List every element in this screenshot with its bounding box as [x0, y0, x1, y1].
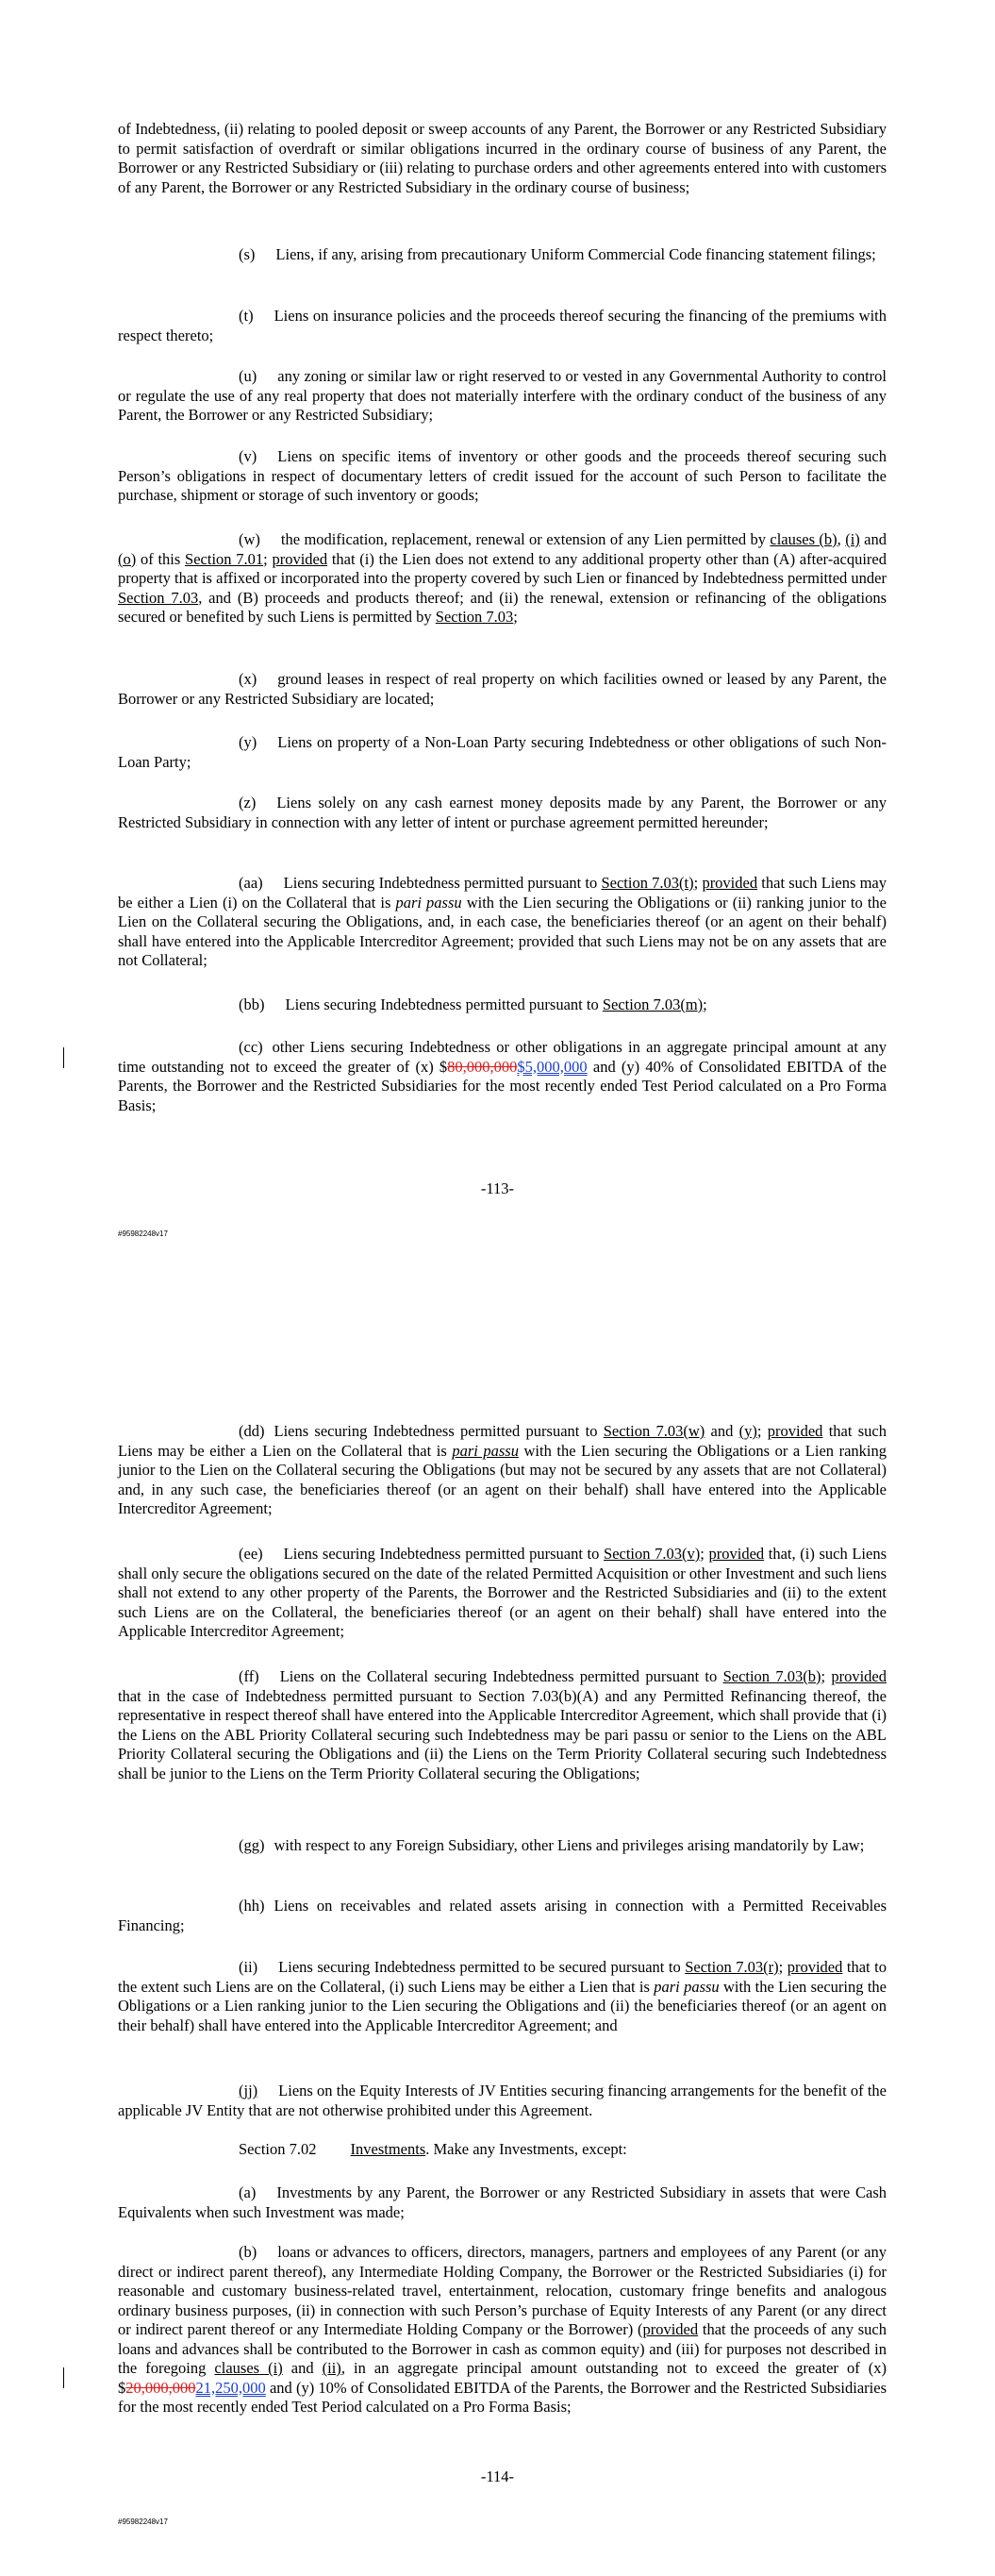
clause-label: (ff) — [239, 1667, 259, 1685]
document-id: #95982248v17 — [118, 2517, 168, 2526]
inserted-amount: $5,000,000 — [517, 1057, 588, 1076]
inserted-amount: 21,250,000 — [195, 2378, 266, 2397]
cross-reference: (i) — [845, 530, 860, 548]
clause-label: (s) — [239, 245, 256, 263]
cross-reference: (ii) — [322, 2359, 341, 2377]
clause-label: (z) — [239, 794, 257, 811]
italic-term: pari passu — [452, 1441, 519, 1460]
cross-reference: Section 7.03(b) — [722, 1667, 821, 1685]
clause-x: (x) ground leases in respect of real property on which facilities owned or leased by any Parent, the Borrower or any Restricted Subsidiary are located; — [118, 670, 887, 708]
clause-label: (t) — [239, 307, 254, 325]
cross-reference: (y) — [738, 1422, 757, 1440]
page-number: -113- — [480, 1179, 515, 1197]
deleted-amount: 20,000,000 — [125, 2378, 196, 2397]
cross-reference: clauses (b) — [770, 530, 837, 548]
clause-z: (z) Liens solely on any cash earnest money deposits made by any Parent, the Borrower or any Restricted Subsidiary in connection with any letter of intent or purchase agreement permitted hereunder; — [118, 794, 887, 831]
provided-term: provided — [702, 874, 758, 892]
cross-reference: Section 7.03 — [118, 588, 199, 607]
cross-reference: Section 7.03(r) — [685, 1958, 779, 1976]
cross-reference: Section 7.03(v) — [604, 1545, 701, 1563]
provided-term: provided — [272, 549, 328, 568]
deleted-amount: 80,000,000 — [447, 1057, 518, 1076]
clause-label: (jj) — [239, 2082, 258, 2099]
document-id: #95982248v17 — [118, 1229, 168, 1238]
provided-term: provided — [831, 1667, 887, 1685]
clause-gg: (gg) with respect to any Foreign Subsidiary, other Liens and privileges arising mandatorily by Law; — [239, 1836, 865, 1854]
provided-term: provided — [787, 1958, 843, 1976]
clause-label: (dd) — [239, 1422, 265, 1440]
provided-term: provided — [767, 1422, 823, 1440]
cross-reference: clauses (i) — [214, 2359, 283, 2377]
cross-reference: Section 7.03(w) — [603, 1422, 705, 1440]
change-bar — [63, 1047, 64, 1068]
clause-bb: (bb) Liens securing Indebtedness permitted pursuant to Section 7.03(m); — [239, 995, 707, 1013]
page-number: -114- — [480, 2467, 515, 2485]
clause-label: (ii) — [239, 1958, 258, 1976]
change-bar — [63, 2367, 64, 2388]
clause-label: (aa) — [239, 874, 263, 892]
provided-term: provided — [708, 1545, 765, 1563]
clause-cc: (cc) other Liens securing Indebtedness or other obligations in an aggregate principal amount at any time outstanding not to exceed the greater of (x) $80,000,000$5,000,000 and (y) 40% of Consolidated EBITDA of the Parents, the Borrower and the Restricted Subsidiaries for the most recently ended Test Period calculated on a Pro Forma Basis; — [118, 1038, 887, 1114]
clause-ff: (ff) Liens on the Collateral securing Indebtedness permitted pursuant to Section 7.03(b); provided that in the case of Indebtedness permitted pursuant to Section 7.03(b)(A) and any Permitted Refinancing thereof, the representative in respect thereof shall have entered into the Applicable Intercreditor Agreement, which shall provide that (i) the Liens on the ABL Priority Collateral securing such Indebtedness may be pari passu or senior to the Liens on the ABL Priority Collateral securing the Obligations and (ii) the Liens on the Term Priority Collateral securing such Indebtedness shall be junior to the Liens on the Term Priority Collateral securing the Obligations; — [118, 1667, 887, 1782]
clause-label: (v) — [239, 447, 257, 465]
cross-reference: (o) — [118, 549, 137, 568]
cross-reference: Section 7.03(m) — [602, 995, 704, 1013]
clause-v: (v) Liens on specific items of inventory or other goods and the proceeds thereof securing such Person’s obligations in respect of documentary letters of credit issued for the account of such Person to facilitate the purchase, shipment or storage of such inventory or goods; — [118, 447, 887, 504]
page-114 — [0, 1288, 995, 2576]
clause-label: (gg) — [239, 1836, 265, 1854]
cross-reference: Section 7.01 — [185, 549, 264, 568]
clause-a: (a) Investments by any Parent, the Borrower or any Restricted Subsidiary in assets that were Cash Equivalents when such Investment was made; — [118, 2183, 887, 2221]
clause-label: (b) — [239, 2243, 257, 2261]
clause-label: (ee) — [239, 1545, 263, 1563]
clause-jj: (jj) Liens on the Equity Interests of JV Entities securing financing arrangements for the benefit of the applicable JV Entity that are not otherwise prohibited under this Agreement. — [118, 2082, 887, 2119]
clause-y: (y) Liens on property of a Non-Loan Party securing Indebtedness or other obligations of such Non-Loan Party; — [118, 733, 887, 771]
cross-reference: Section 7.03(t) — [601, 874, 694, 892]
clause-t: (t) Liens on insurance policies and the proceeds thereof securing the financing of the premiums with respect thereto; — [118, 307, 887, 344]
clause-label: (bb) — [239, 995, 265, 1013]
paragraph-intro: of Indebtedness, (ii) relating to pooled deposit or sweep accounts of any Parent, the Borrower or any Restricted Subsidiary to permit satisfaction of overdraft or similar obligations incurred in the ordinary course of business of any Parent, the Borrower or any Restricted Subsidiary or (iii) relating to purchase orders and other agreements entered into with customers of any Parent, the Borrower or any Restricted Subsidiary in the ordinary course of business; — [118, 120, 887, 196]
section-number: Section 7.02 — [239, 2140, 317, 2158]
clause-ee: (ee) Liens securing Indebtedness permitted pursuant to Section 7.03(v); provided that, (i) such Liens shall only secure the obligations secured on the date of the related Permitted Acquisition or other Investment and such liens shall not extend to any other property of the Parents, the Borrower and the Restricted Subsidiaries and (ii) to the extent such Liens are on the Collateral, the beneficiaries thereof (or an agent on their behalf) shall have entered into the Applicable Intercreditor Agreement; — [118, 1545, 887, 1640]
italic-term: pari passu — [654, 1977, 720, 1996]
clause-aa: (aa) Liens securing Indebtedness permitted pursuant to Section 7.03(t); provided that such Liens may be either a Lien (i) on the Collateral that is pari passu with the Lien securing the Obligations or (ii) ranking junior to the Lien on the Collateral securing the Obligations, and, in each case, the beneficiaries thereof (or an agent on their behalf) shall have entered into the Applicable Intercreditor Agreement; provided that such Liens may not be on any assets that are not Collateral; — [118, 874, 887, 969]
clause-b: (b) loans or advances to officers, directors, managers, partners and employees of any Parent (or any direct or indirect parent thereof), any Intermediate Holding Company, the Borrower or the Restricted Subsidiaries (i) for reasonable and customary business-related travel, entertainment, relocation, customary fringe benefits and analogous ordinary business purposes, (ii) in connection with such Person’s purchase of Equity Interests of any Parent (or any direct or indirect parent thereof or any Intermediate Holding Company or the Borrower) (provided that the proceeds of any such loans and advances shall be contributed to the Borrower in cash as common equity) and (iii) for purposes not described in the foregoing clauses (i) and (ii), in an aggregate principal amount outstanding not to exceed the greater of (x) $20,000,00021,250,000 and (y) 10% of Consolidated EBITDA of the Parents, the Borrower and the Restricted Subsidiaries for the most recently ended Test Period calculated on a Pro Forma Basis; — [118, 2243, 887, 2416]
clause-u: (u) any zoning or similar law or right reserved to or vested in any Governmental Authority to control or regulate the use of any real property that does not materially interfere with the ordinary conduct of the business of any Parent, the Borrower or any Restricted Subsidiary; — [118, 367, 887, 424]
section-7-02-heading: Section 7.02 Investments. Make any Investments, except: — [239, 2140, 627, 2158]
clause-ii: (ii) Liens securing Indebtedness permitted to be secured pursuant to Section 7.03(r); provided that to the extent such Liens are on the Collateral, (i) such Liens may be either a Lien that is pari passu with the Lien securing the Obligations or a Lien ranking junior to the Lien securing the Obligations and (ii) the beneficiaries thereof (or an agent on their behalf) shall have entered into the Applicable Intercreditor Agreement; and — [118, 1958, 887, 2034]
clause-label: (x) — [239, 670, 257, 688]
clause-label: (cc) — [239, 1038, 263, 1056]
clause-label: (a) — [239, 2183, 257, 2201]
clause-label: (w) — [239, 530, 260, 548]
cross-reference: Section 7.03 — [435, 608, 514, 626]
clause-w: (w) the modification, replacement, renewal or extension of any Lien permitted by clauses (b), (i) and (o) of this Section 7.01; provided that (i) the Lien does not extend to any additional property other than (A) after-acquired property that is affixed or incorporated into the property covered by such Lien or financed by Indebtedness permitted under Section 7.03, and (B) proceeds and products thereof; and (ii) the renewal, extension or refinancing of the obligations secured or benefited by such Liens is permitted by Section 7.03; — [118, 530, 887, 626]
clause-label: (hh) — [239, 1897, 265, 1915]
provided-term: provided — [642, 2320, 699, 2338]
clause-dd: (dd) Liens securing Indebtedness permitted pursuant to Section 7.03(w) and (y); provided that such Liens may be either a Lien on the Collateral that is pari passu with the Lien securing the Obligations or a Lien ranking junior to the Lien on the Collateral securing the Obligations (but may not be secured by any assets that are not Collateral) and, in any such case, the beneficiaries thereof (or an agent on their behalf) shall have entered into the Applicable Intercreditor Agreement; — [118, 1422, 887, 1517]
clause-hh: (hh) Liens on receivables and related assets arising in connection with a Permitted Receivables Financing; — [118, 1897, 887, 1934]
clause-label: (u) — [239, 367, 257, 385]
section-title: Investments — [350, 2140, 426, 2158]
clause-label: (y) — [239, 733, 257, 751]
clause-s: (s) Liens, if any, arising from precautionary Uniform Commercial Code financing statement filings; — [239, 245, 876, 263]
italic-term: pari passu — [395, 893, 462, 912]
